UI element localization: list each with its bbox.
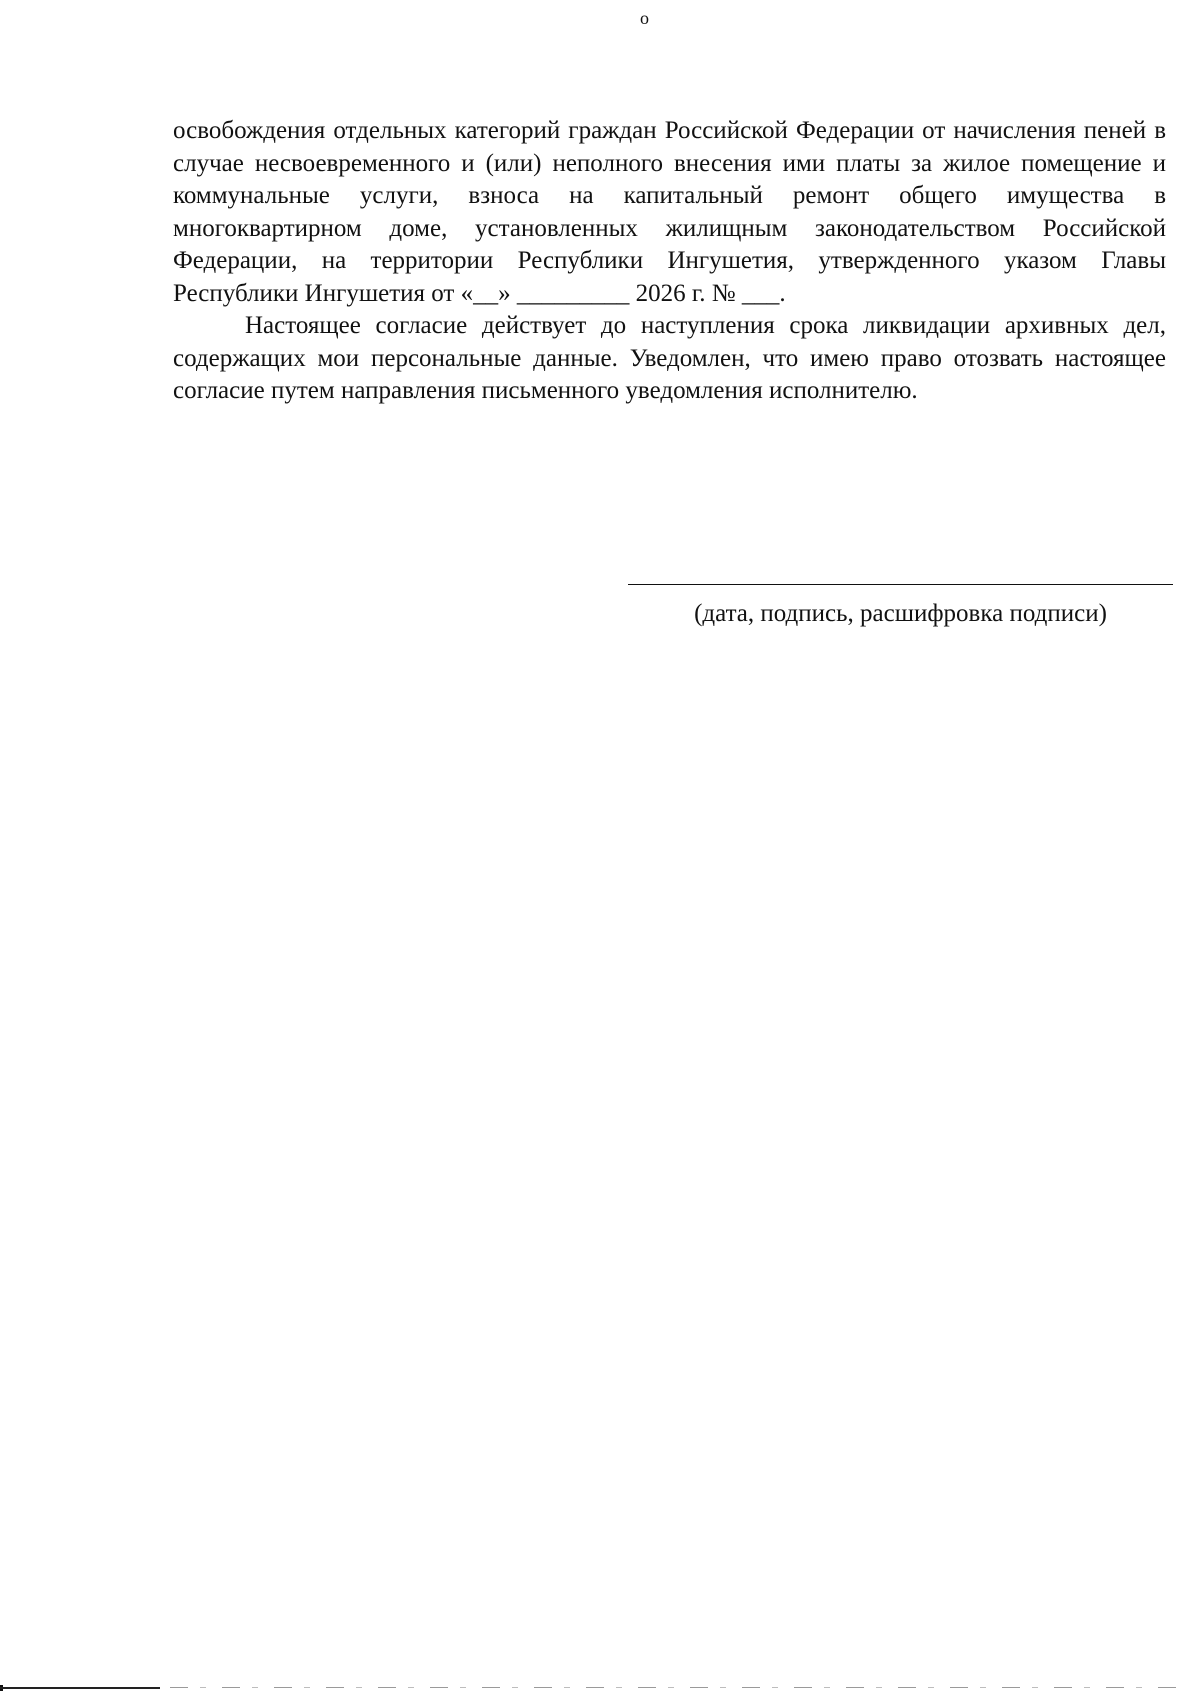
paragraph-decree-reference: освобождения отдельных категорий граждан Российской Федерации от начисления пеней в случае несвоевременного и (или) неполного внесения ими платы за жилое помещение и коммунальные услуги, взноса на капитальный ремонт общего имущества в многоквартирном доме, установленных жилищным законодательством Российской Федерации, на территории Республики Ингушетия, утвержденного указом Главы Республики Ингушетия от «__» _________ 2026 г. № ___. xyxy=(173,117,1166,307)
signature-line xyxy=(628,584,1173,585)
paragraph-consent-validity: Настоящее согласие действует до наступления срока ликвидации архивных дел, содержащих мои персональные данные. Уведомлен, что имею право отозвать настоящее согласие путем направления письменного уведомления исполнителю. xyxy=(173,312,1166,404)
consent-text xyxy=(173,115,1166,408)
scan-edge-bar xyxy=(0,1687,160,1689)
signature-caption: (дата, подпись, расшифровка подписи) xyxy=(694,600,1107,627)
scan-edge-artifact xyxy=(0,1685,1200,1691)
signature-block xyxy=(628,584,1173,630)
scan-edge-dashes xyxy=(170,1687,1180,1688)
page-number: о xyxy=(640,8,649,28)
